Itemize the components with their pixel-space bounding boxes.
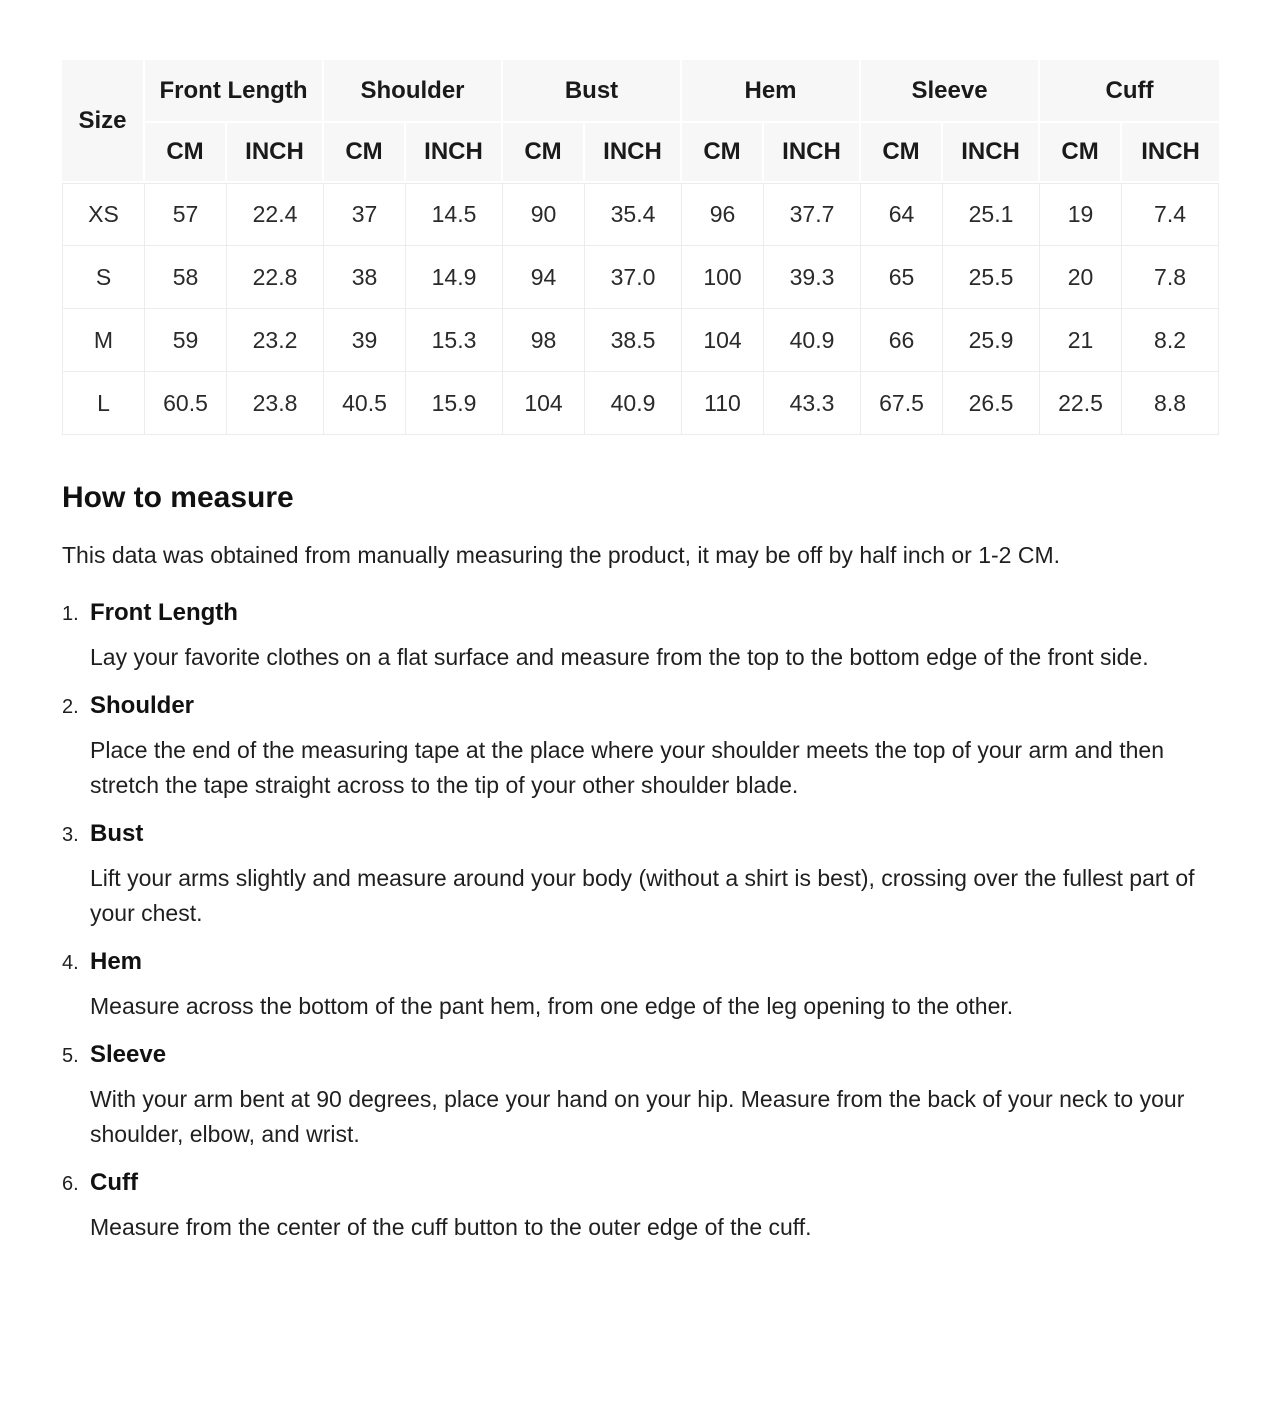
item-title: Sleeve [90,1041,167,1068]
measurement-cell: 57 [145,183,227,246]
measurement-cell: 39.3 [764,246,861,309]
intro-text: This data was obtained from manually measuring the product, it may be off by half inch or 1-2 CM. [62,542,1061,568]
measure-item-bust [62,820,1219,931]
group-header-hem: Hem [682,60,861,123]
item-description: Lift your arms slightly and measure around your body (without a shirt is best), crossing over the fullest part of your chest. [90,865,1195,926]
group-header-bust: Bust [503,60,682,123]
measurement-cell: 94 [503,246,585,309]
measurement-cell: 38.5 [585,309,682,372]
measurement-cell: 40.9 [764,309,861,372]
measurement-cell: 98 [503,309,585,372]
size-row-xs [62,183,1219,246]
measurement-cell: 67.5 [861,372,943,435]
how-to-measure-title: How to measure [62,481,294,514]
unit-header-inch: INCH [406,123,503,183]
unit-header-cm: CM [861,123,943,183]
group-header-sleeve: Sleeve [861,60,1040,123]
item-number: 2. [62,696,79,718]
measurement-cell: 26.5 [943,372,1040,435]
measurement-cell: 22.5 [1040,372,1122,435]
measurement-cell: 43.3 [764,372,861,435]
measure-item-cuff [62,1169,1219,1245]
item-description: Lay your favorite clothes on a flat surface and measure from the top to the bottom edge of the front side. [90,644,1149,670]
size-cell: XS [62,183,145,246]
measurement-cell: 20 [1040,246,1122,309]
unit-header-inch: INCH [943,123,1040,183]
size-row-l [62,372,1219,435]
unit-header-inch: INCH [1122,123,1219,183]
unit-header-inch: INCH [585,123,682,183]
item-title: Shoulder [90,692,195,719]
measurement-cell: 8.8 [1122,372,1219,435]
size-cell: S [62,246,145,309]
measurement-cell: 25.9 [943,309,1040,372]
measurement-cell: 59 [145,309,227,372]
item-number: 1. [62,603,79,625]
measurement-cell: 8.2 [1122,309,1219,372]
size-cell: M [62,309,145,372]
size-cell: L [62,372,145,435]
measurement-cell: 22.8 [227,246,324,309]
unit-header-cm: CM [145,123,227,183]
unit-header-cm: CM [682,123,764,183]
measure-item-hem [62,948,1219,1024]
measurement-cell: 60.5 [145,372,227,435]
item-description: Measure from the center of the cuff button to the outer edge of the cuff. [90,1214,812,1240]
size-row-s [62,246,1219,309]
item-number: 4. [62,952,79,974]
measurement-cell: 19 [1040,183,1122,246]
group-header-cuff: Cuff [1040,60,1219,123]
item-number: 3. [62,824,79,846]
measurement-cell: 39 [324,309,406,372]
table-unit-header-row [62,123,1219,183]
size-row-m [62,309,1219,372]
table-group-header-row [62,60,1219,123]
group-header-front-length: Front Length [145,60,324,123]
measurement-cell: 90 [503,183,585,246]
measurement-cell: 37.7 [764,183,861,246]
measurement-cell: 14.9 [406,246,503,309]
unit-header-inch: INCH [764,123,861,183]
unit-header-cm: CM [503,123,585,183]
measure-item-sleeve [62,1041,1219,1152]
item-number: 5. [62,1045,79,1067]
item-description: Measure across the bottom of the pant hem, from one edge of the leg opening to the other. [90,993,1014,1019]
item-title: Cuff [90,1169,138,1196]
measurement-cell: 37 [324,183,406,246]
item-number: 6. [62,1173,79,1195]
size-chart-table [62,60,1219,435]
measure-item-shoulder [62,692,1219,803]
measurement-cell: 22.4 [227,183,324,246]
item-description: With your arm bent at 90 degrees, place your hand on your hip. Measure from the back of your neck to your shoulder, elbow, and wrist. [90,1086,1185,1147]
measurement-cell: 15.9 [406,372,503,435]
measurement-cell: 66 [861,309,943,372]
measurement-cell: 110 [682,372,764,435]
unit-header-cm: CM [324,123,406,183]
measurement-cell: 37.0 [585,246,682,309]
measurement-cell: 100 [682,246,764,309]
measurement-cell: 38 [324,246,406,309]
measurement-cell: 25.5 [943,246,1040,309]
item-title: Hem [90,948,143,975]
group-header-shoulder: Shoulder [324,60,503,123]
unit-header-cm: CM [1040,123,1122,183]
measurement-cell: 23.8 [227,372,324,435]
measurement-cell: 104 [503,372,585,435]
measurement-cell: 64 [861,183,943,246]
measurement-cell: 7.8 [1122,246,1219,309]
measurement-cell: 104 [682,309,764,372]
measurement-cell: 40.9 [585,372,682,435]
measurement-cell: 23.2 [227,309,324,372]
item-title: Front Length [90,599,238,626]
measurement-cell: 58 [145,246,227,309]
measurement-cell: 65 [861,246,943,309]
measurement-cell: 7.4 [1122,183,1219,246]
size-column-header: Size [62,60,145,183]
measurement-cell: 15.3 [406,309,503,372]
measurement-cell: 40.5 [324,372,406,435]
measure-instructions-list [62,599,1219,1245]
item-description: Place the end of the measuring tape at the place where your shoulder meets the top of your arm and then stretch the tape straight across to the tip of your other shoulder blade. [90,737,1164,798]
item-title: Bust [90,820,144,847]
unit-header-inch: INCH [227,123,324,183]
measurement-cell: 14.5 [406,183,503,246]
measurement-cell: 25.1 [943,183,1040,246]
measurement-cell: 35.4 [585,183,682,246]
measurement-cell: 96 [682,183,764,246]
measurement-cell: 21 [1040,309,1122,372]
measure-item-front-length [62,599,1219,675]
